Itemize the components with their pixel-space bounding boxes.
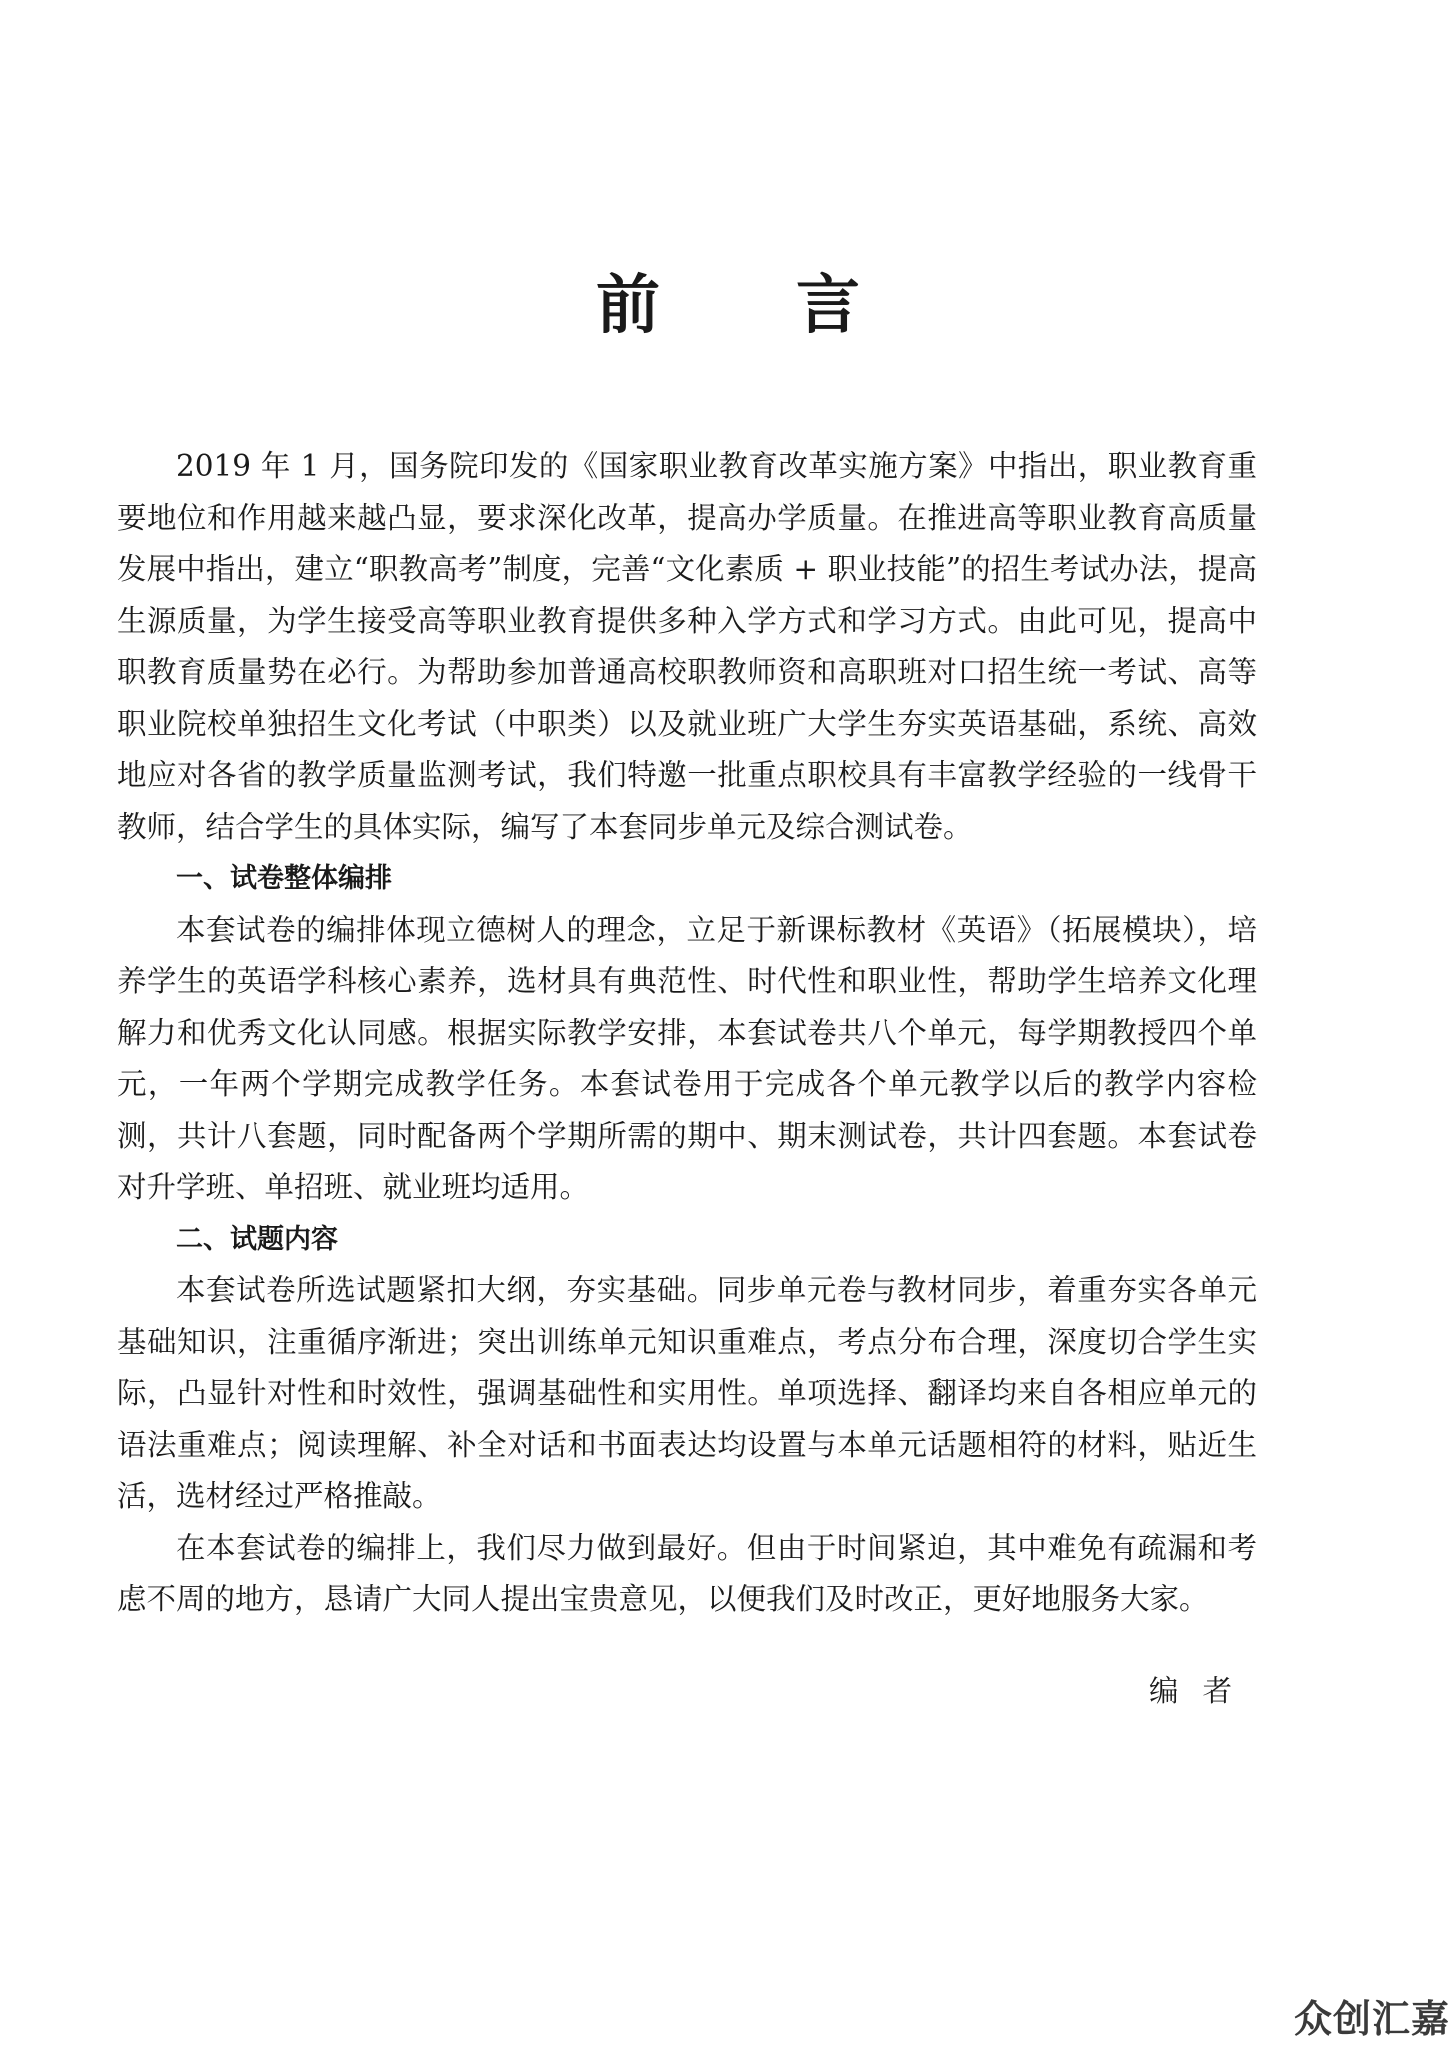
closing-paragraph: 在本套试卷的编排上，我们尽力做到最好。但由于时间紧迫，其中难免有疏漏和考虑不周的地方，恳请广大同人提出宝贵意见，以便我们及时改正，更好地服务大家。 [117,1530,1257,1616]
page-title-char-1: 前 [596,269,660,343]
page-title [0,262,1456,350]
intro-paragraph: 2019 年 1 月，国务院印发的《国家职业教育改革实施方案》中指出，职业教育重要地位和作用越来越凸显，要求深化改革，提高办学质量。在推进高等职业教育高质量发展中指出，建立“职教高考”制度，完善“文化素质 + 职业技能”的招生考试办法，提高生源质量，为学生接受高等职业教育提供多种入学方式和学习方式。由此可见，提高中职教育质量势在必行。为帮助参加普通高校职教师资和高职班对口招生统一考试、高等职业院校单独招生文化考试（中职类）以及就业班广大学生夯实英语基础，系统、高效地应对各省的教学质量监测考试，我们特邀一批重点职校具有丰富教学经验的一线骨干教师，结合学生的具体实际，编写了本套同步单元及综合测试卷。 [117,449,1257,844]
watermark: 众创汇嘉 [1293,1997,1450,2041]
author-signature: 编者 [1148,1674,1256,1708]
section-1-heading: 一、试卷整体编排 [176,863,392,894]
section-1-paragraph: 本套试卷的编排体现立德树人的理念，立足于新课标教材《英语》（拓展模块），培养学生的英语学科核心素养，选材具有典范性、时代性和职业性，帮助学生培养文化理解力和优秀文化认同感。根据实际教学安排，本套试卷共八个单元，每学期教授四个单元，一年两个学期完成教学任务。本套试卷用于完成各个单元教学以后的教学内容检测，共计八套题，同时配备两个学期所需的期中、期末测试卷，共计四套题。本套试卷对升学班、单招班、就业班均适用。 [117,912,1257,1204]
page-title-char-2: 言 [796,269,860,343]
preface-body [117,441,1257,1626]
section-2-heading: 二、试题内容 [176,1223,338,1255]
section-2-paragraph: 本套试卷所选试题紧扣大纲，夯实基础。同步单元卷与教材同步，着重夯实各单元基础知识，注重循序渐进；突出训练单元知识重难点，考点分布合理，深度切合学生实际，凸显针对性和时效性，强调基础性和实用性。单项选择、翻译均来自各相应单元的语法重难点；阅读理解、补全对话和书面表达均设置与本单元话题相符的材料，贴近生活，选材经过严格推敲。 [117,1273,1257,1513]
